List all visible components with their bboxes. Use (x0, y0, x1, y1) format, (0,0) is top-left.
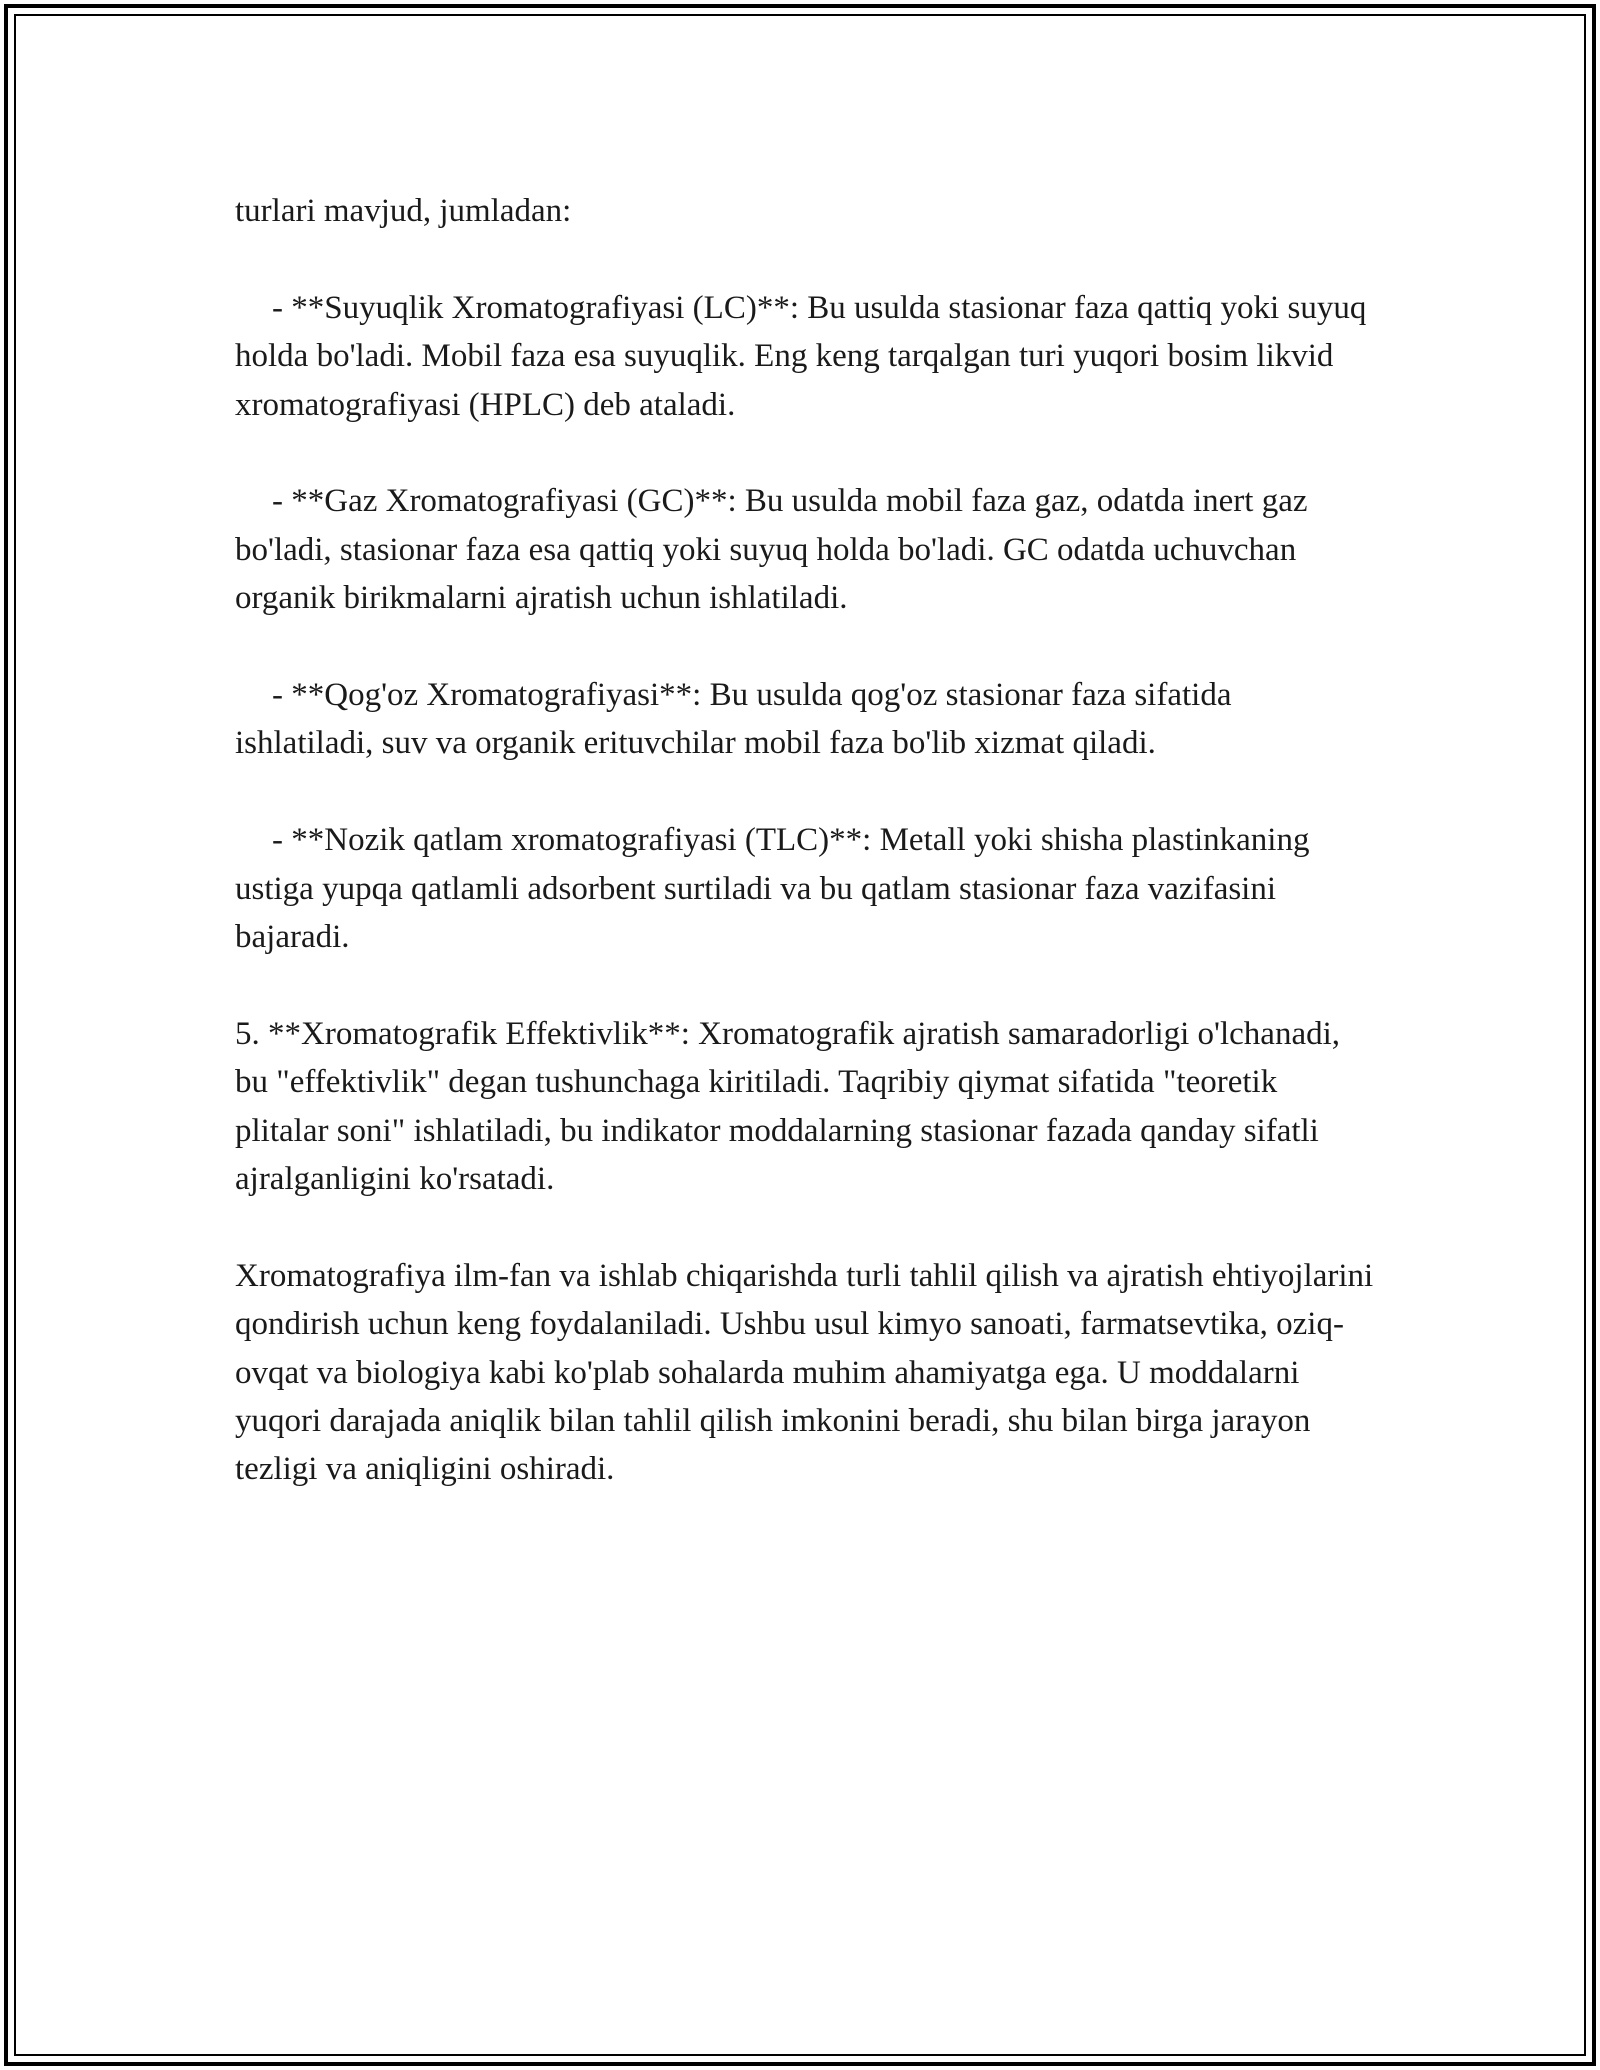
paragraph-gc: - **Gaz Xromatografiyasi (GC)**: Bu usulda mobil faza gaz, odatda inert gaz bo'ladi, stasionar faza esa qattiq yoki suyuq holda bo'ladi. GC odatda uchuvchan organik birikmalarni ajratish uchun ishlatiladi. (235, 483, 1308, 617)
paragraph-lc: - **Suyuqlik Xromatografiyasi (LC)**: Bu usulda stasionar faza qattiq yoki suyuq holda bo'ladi. Mobil faza esa suyuqlik. Eng keng tarqalgan turi yuqori bosim likvid xromatografiyasi (HPLC) deb ataladi. (235, 289, 1367, 423)
paragraph-intro: turlari mavjud, jumladan: (235, 193, 572, 229)
paragraph-conclusion: Xromatografiya ilm-fan va ishlab chiqarishda turli tahlil qilish va ajratish ehtiyojlarini qondirish uchun keng foydalaniladi. Ushbu usul kimyo sanoati, farmatsevtika, oziq-ovqat va biologiya kabi ko'plab sohalarda muhim ahamiyatga ega. U moddalarni yuqori darajada aniqlik bilan tahlil qilish imkonini beradi, shu bilan birga jarayon tezligi va aniqligini oshiradi. (235, 1257, 1374, 1488)
document-body (235, 187, 1375, 1494)
paragraph-paper-chromatography: - **Qog'oz Xromatografiyasi**: Bu usulda qog'oz stasionar faza sifatida ishlatiladi, suv va organik erituvchilar mobil faza bo'lib xizmat qiladi. (235, 677, 1232, 762)
paragraph-effectiveness: 5. **Xromatografik Effektivlik**: Xromatografik ajratish samaradorligi o'lchanadi, bu "effektivlik" degan tushunchaga kiritiladi. Taqribiy qiymat sifatida "teoretik plitalar soni" ishlatiladi, bu indikator moddalarning stasionar fazada qanday sifatli ajralganligini ko'rsatadi. (235, 1015, 1341, 1198)
paragraph-tlc: - **Nozik qatlam xromatografiyasi (TLC)**: Metall yoki shisha plastinkaning ustiga yupqa qatlamli adsorbent surtiladi va bu qatlam stasionar faza vazifasini bajaradi. (235, 822, 1310, 956)
